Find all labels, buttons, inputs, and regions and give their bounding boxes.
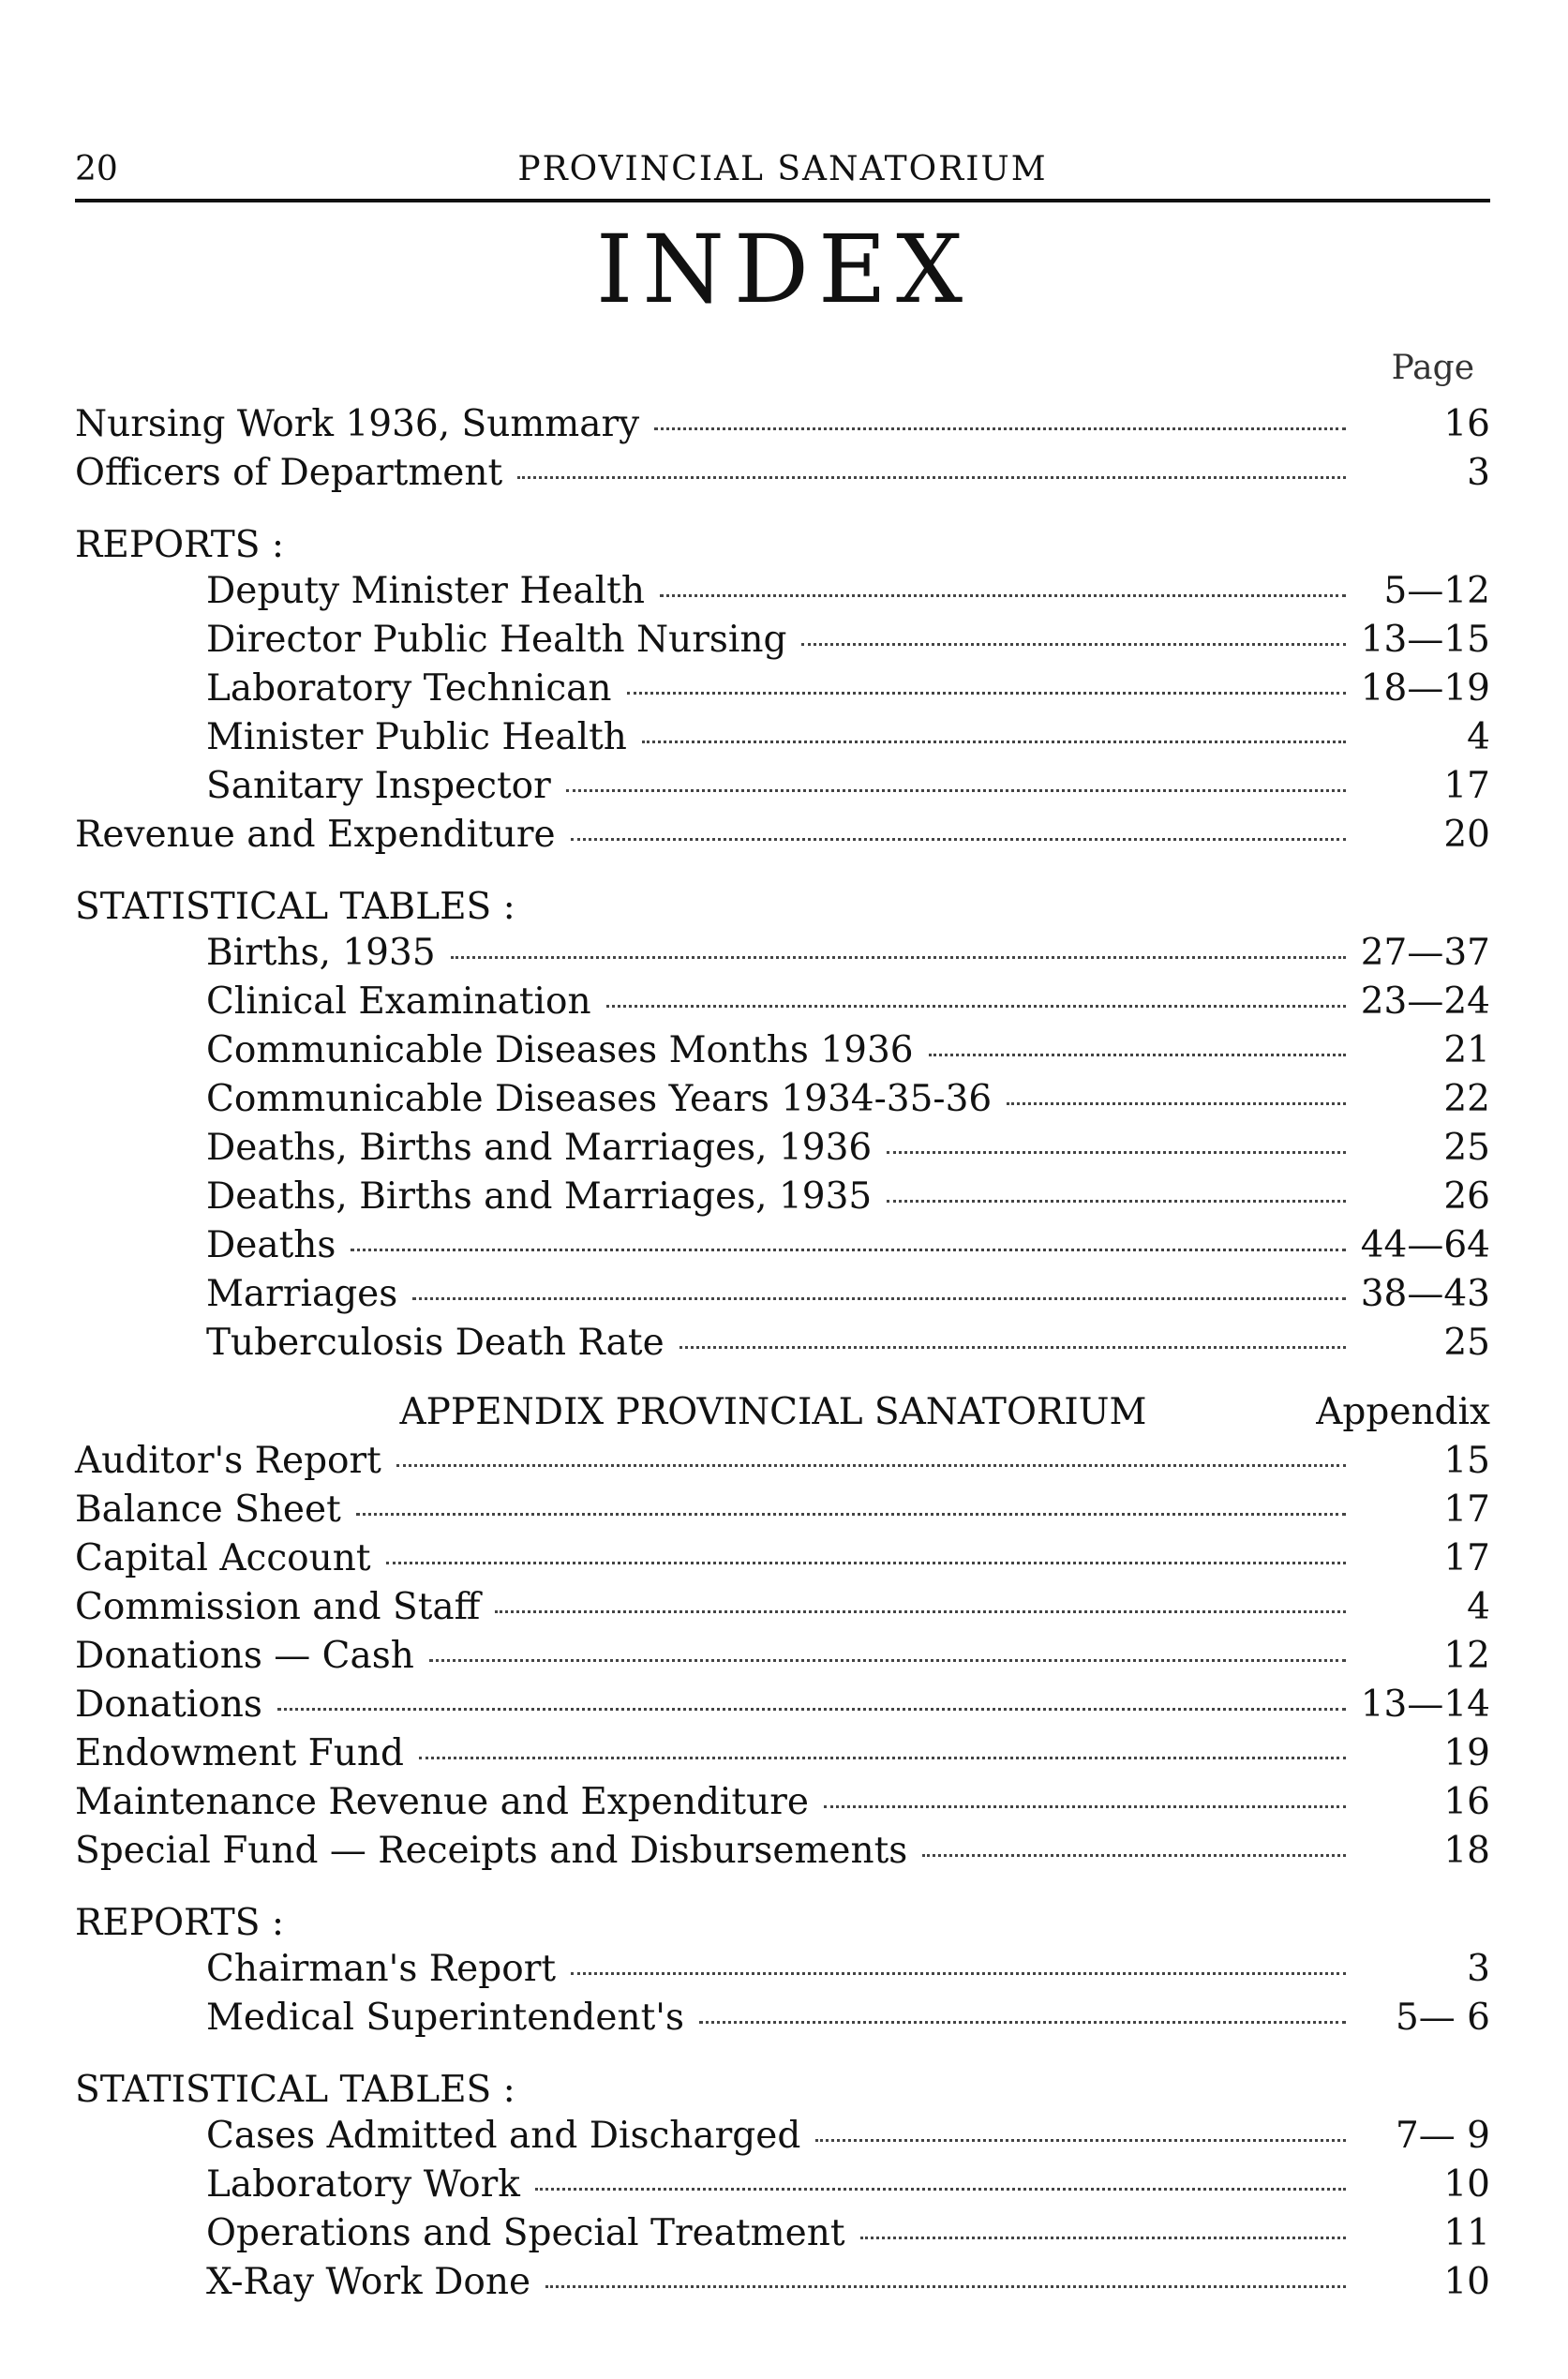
entry-label: Cases Admitted and Discharged	[206, 2115, 801, 2157]
index-entry	[75, 716, 1490, 765]
dot-leader	[824, 1805, 1346, 1808]
index-entry	[75, 667, 1490, 716]
entry-page: 16	[1443, 403, 1490, 445]
dot-leader	[386, 1562, 1346, 1564]
entry-page: 11	[1443, 2212, 1490, 2254]
index-entry	[75, 1127, 1490, 1175]
dot-leader	[642, 741, 1346, 743]
running-title: PROVINCIAL SANATORIUM	[517, 150, 1048, 188]
entry-label: Revenue and Expenditure	[75, 814, 556, 856]
dot-leader	[815, 2139, 1346, 2142]
entry-label: Officers of Department	[75, 452, 503, 494]
dot-leader	[654, 427, 1346, 430]
entry-page: 17	[1443, 765, 1490, 807]
dot-leader	[356, 1513, 1346, 1516]
running-header	[75, 150, 1490, 202]
entry-label: Deaths, Births and Marriages, 1935	[206, 1175, 873, 1218]
index-entry	[75, 2163, 1490, 2212]
index-entry	[75, 814, 1490, 862]
entry-page: 3	[1467, 452, 1490, 494]
index-entry	[75, 1586, 1490, 1635]
index-entry	[75, 1537, 1490, 1586]
index-entry	[75, 1322, 1490, 1370]
dot-leader	[451, 956, 1346, 959]
dot-leader	[517, 476, 1346, 479]
index-entry	[75, 1948, 1490, 1997]
entry-label: Tuberculosis Death Rate	[206, 1322, 665, 1364]
dot-leader	[922, 1854, 1346, 1857]
entry-label: X-Ray Work Done	[206, 2261, 531, 2303]
entry-label: Capital Account	[75, 1537, 371, 1579]
entry-label: Donations — Cash	[75, 1635, 414, 1677]
entry-page: 22	[1443, 1078, 1490, 1120]
appendix-heading: APPENDIX PROVINCIAL SANATORIUM	[399, 1391, 1147, 1433]
index-entry	[75, 619, 1490, 667]
entry-label: Communicable Diseases Months 1936	[206, 1029, 914, 1071]
index-entry	[75, 1078, 1490, 1127]
dot-leader	[535, 2188, 1346, 2191]
entry-page: 18—19	[1360, 667, 1490, 710]
appendix-statistical-tables-heading: STATISTICAL TABLES :	[75, 2069, 515, 2111]
dot-leader	[801, 643, 1346, 646]
index-entry	[75, 1489, 1490, 1537]
entry-page: 38—43	[1360, 1273, 1490, 1315]
entry-label: Special Fund — Receipts and Disbursements	[75, 1830, 908, 1872]
appendix-heading-row	[75, 1391, 1490, 1440]
entry-label: Nursing Work 1936, Summary	[75, 403, 640, 445]
dot-leader	[495, 1610, 1346, 1613]
index-entry	[75, 2115, 1490, 2163]
entry-page: 10	[1443, 2261, 1490, 2303]
dot-leader	[699, 2021, 1346, 2024]
entry-page: 16	[1443, 1781, 1490, 1823]
dot-leader	[887, 1151, 1346, 1154]
entry-label: Commission and Staff	[75, 1586, 481, 1628]
index-entry	[75, 1830, 1490, 1878]
entry-label: Director Public Health Nursing	[206, 619, 787, 661]
index-entry	[75, 1732, 1490, 1781]
dot-leader	[351, 1249, 1346, 1251]
entry-label: Laboratory Technican	[206, 667, 612, 710]
entry-label: Auditor's Report	[75, 1440, 381, 1482]
entry-page: 5— 6	[1395, 1997, 1490, 2039]
entry-page: 26	[1443, 1175, 1490, 1218]
entry-page: 25	[1443, 1127, 1490, 1169]
appendix-reports-heading: REPORTS :	[75, 1902, 284, 1944]
entry-page: 21	[1443, 1029, 1490, 1071]
entry-page: 25	[1443, 1322, 1490, 1364]
entry-label: Endowment Fund	[75, 1732, 404, 1774]
entry-label: Communicable Diseases Years 1934-35-36	[206, 1078, 993, 1120]
dot-leader	[929, 1054, 1346, 1056]
entry-page: 27—37	[1360, 932, 1490, 974]
entry-label: Births, 1935	[206, 932, 436, 974]
index-entry	[75, 1440, 1490, 1489]
index-entry	[75, 1224, 1490, 1273]
entry-page: 20	[1443, 814, 1490, 856]
entry-label: Maintenance Revenue and Expenditure	[75, 1781, 809, 1823]
index-entry	[75, 932, 1490, 980]
entry-label: Laboratory Work	[206, 2163, 520, 2206]
index-entry	[75, 1029, 1490, 1078]
reports-heading: REPORTS :	[75, 524, 284, 566]
entry-label: Deaths	[206, 1224, 336, 1266]
entry-label: Deputy Minister Health	[206, 570, 645, 612]
dot-leader	[545, 2285, 1346, 2288]
entry-label: Marriages	[206, 1273, 398, 1315]
entry-label: Balance Sheet	[75, 1489, 341, 1531]
entry-page: 5—12	[1383, 570, 1490, 612]
entry-page: 4	[1467, 1586, 1490, 1628]
dot-leader	[419, 1757, 1346, 1759]
entry-page: 7— 9	[1395, 2115, 1490, 2157]
entry-page: 13—15	[1360, 619, 1490, 661]
dot-leader	[566, 789, 1346, 792]
entry-label: Chairman's Report	[206, 1948, 557, 1990]
dot-leader	[277, 1708, 1346, 1711]
dot-leader	[860, 2237, 1346, 2239]
dot-leader	[571, 1972, 1346, 1975]
dot-leader	[606, 1005, 1346, 1008]
entry-label: Sanitary Inspector	[206, 765, 551, 807]
entry-label: Deaths, Births and Marriages, 1936	[206, 1127, 873, 1169]
index-entry	[75, 403, 1490, 452]
dot-leader	[1007, 1102, 1346, 1105]
index-entry	[75, 570, 1490, 619]
entry-label: Clinical Examination	[206, 980, 591, 1023]
index-entry	[75, 1635, 1490, 1683]
entry-page: 15	[1443, 1440, 1490, 1482]
entry-label: Donations	[75, 1683, 262, 1726]
index-entry	[75, 1683, 1490, 1732]
index-entry	[75, 765, 1490, 814]
entry-page: 4	[1467, 716, 1490, 758]
dot-leader	[627, 692, 1346, 695]
index-entry	[75, 1781, 1490, 1830]
index-entry	[75, 452, 1490, 501]
index-entry	[75, 1997, 1490, 2045]
index-entry	[75, 1175, 1490, 1224]
page-column-label: Page	[1391, 349, 1474, 387]
entry-label: Minister Public Health	[206, 716, 627, 758]
dot-leader	[429, 1659, 1346, 1662]
entry-page: 10	[1443, 2163, 1490, 2206]
entry-label: Medical Superintendent's	[206, 1997, 684, 2039]
entry-page: 19	[1443, 1732, 1490, 1774]
dot-leader	[679, 1346, 1346, 1349]
entry-page: 44—64	[1360, 1224, 1490, 1266]
index-entry	[75, 2212, 1490, 2261]
entry-page: 17	[1443, 1537, 1490, 1579]
entry-label: Operations and Special Treatment	[206, 2212, 845, 2254]
entry-page: 17	[1443, 1489, 1490, 1531]
dot-leader	[887, 1200, 1346, 1203]
index-list	[75, 403, 1490, 2310]
entry-page: 18	[1443, 1830, 1490, 1872]
dot-leader	[571, 838, 1346, 841]
index-entry	[75, 980, 1490, 1029]
entry-page: 13—14	[1360, 1683, 1490, 1726]
dot-leader	[412, 1297, 1346, 1300]
entry-page: 12	[1443, 1635, 1490, 1677]
entry-page: 23—24	[1360, 980, 1490, 1023]
index-entry	[75, 2261, 1490, 2310]
dot-leader	[396, 1464, 1346, 1467]
dot-leader	[660, 594, 1346, 597]
index-title: INDEX	[595, 215, 973, 324]
entry-page: 3	[1467, 1948, 1490, 1990]
appendix-column-label: Appendix	[1316, 1391, 1490, 1433]
page-number: 20	[75, 150, 118, 188]
statistical-tables-heading: STATISTICAL TABLES :	[75, 886, 515, 928]
index-entry	[75, 1273, 1490, 1322]
